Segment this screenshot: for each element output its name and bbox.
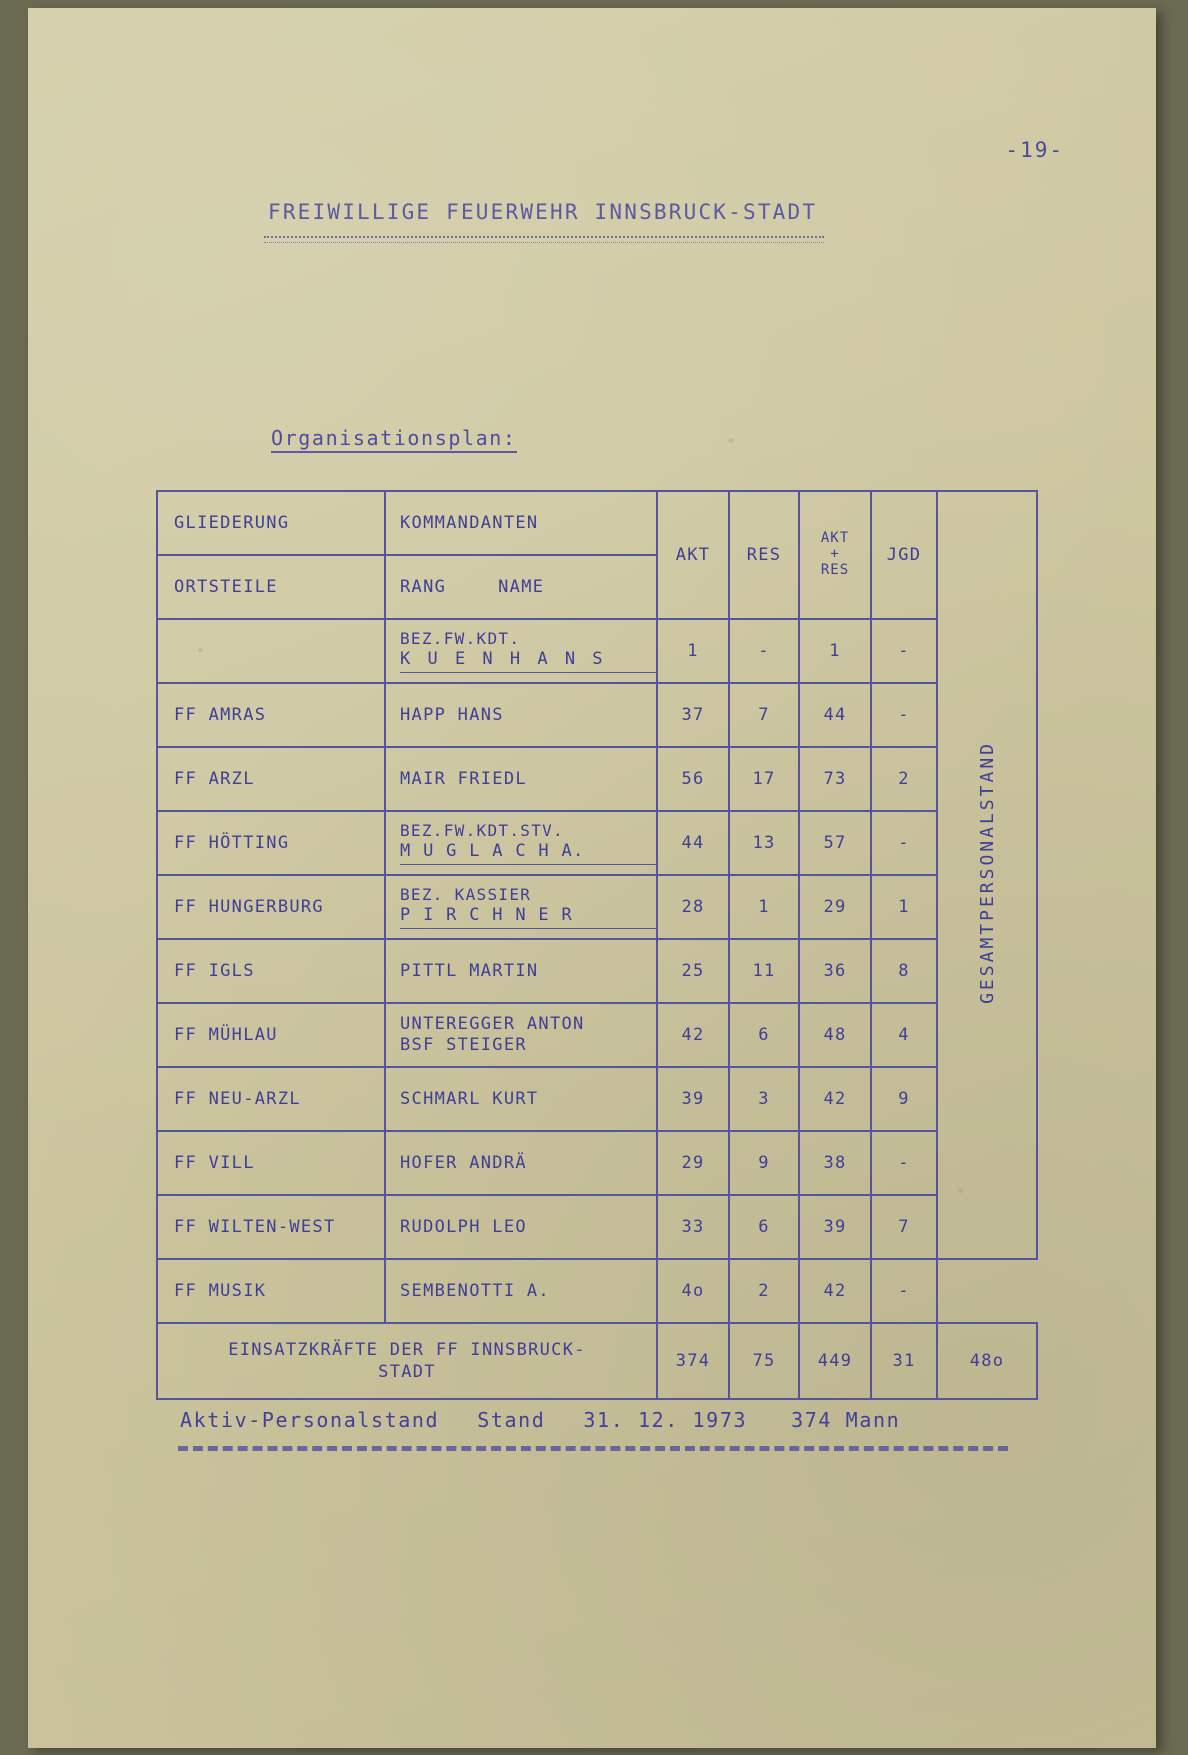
- row-gliederung: FF ARZL: [157, 747, 385, 811]
- row-kommandant: SEMBENOTTI A.: [385, 1259, 657, 1323]
- row-res: 7: [729, 683, 799, 747]
- row-akt: 4o: [657, 1259, 729, 1323]
- row-gliederung: [157, 619, 385, 683]
- row-gliederung: FF VILL: [157, 1131, 385, 1195]
- page-title: FREIWILLIGE FEUERWEHR INNSBRUCK-STADT: [268, 200, 818, 224]
- row-gliederung: FF NEU-ARZL: [157, 1067, 385, 1131]
- row-akt: 56: [657, 747, 729, 811]
- row-res: 1: [729, 875, 799, 939]
- row-kommandant: SCHMARL KURT: [385, 1067, 657, 1131]
- row-akt: 42: [657, 1003, 729, 1067]
- row-gliederung: FF IGLS: [157, 939, 385, 1003]
- table-row: [157, 811, 1037, 875]
- row-kommandant: [385, 1003, 657, 1067]
- header-akt: AKT: [657, 491, 729, 619]
- row-akt-res: 48: [799, 1003, 871, 1067]
- document-page: [28, 8, 1156, 1748]
- row-jgd: -: [871, 1131, 937, 1195]
- row-name: BSF STEIGER: [400, 1035, 527, 1055]
- row-kommandant: HAPP HANS: [385, 683, 657, 747]
- paper-speck: [728, 438, 734, 443]
- header-plus-line: +: [830, 546, 840, 563]
- row-kommandant: RUDOLPH LEO: [385, 1195, 657, 1259]
- row-res: -: [729, 619, 799, 683]
- row-kommandant: PITTL MARTIN: [385, 939, 657, 1003]
- table-row: [157, 1003, 1037, 1067]
- row-kommandant: [385, 875, 657, 939]
- row-akt: 44: [657, 811, 729, 875]
- row-akt-res: 29: [799, 875, 871, 939]
- row-jgd: -: [871, 1259, 937, 1323]
- footer-date: 31. 12. 1973: [583, 1408, 748, 1432]
- row-akt: 1: [657, 619, 729, 683]
- row-jgd: -: [871, 683, 937, 747]
- row-rang: BEZ.FW.KDT.: [400, 629, 521, 649]
- table-header-row-1: [157, 491, 1037, 555]
- row-akt: 29: [657, 1131, 729, 1195]
- row-akt-res: 57: [799, 811, 871, 875]
- table-row: [157, 1259, 1037, 1323]
- footer-divider: [178, 1446, 1008, 1457]
- total-label-line2: STADT: [378, 1362, 436, 1382]
- header-rang-name: [385, 555, 657, 619]
- row-res: 9: [729, 1131, 799, 1195]
- row-name: K U E N H A N S: [400, 649, 656, 672]
- footer-total: 374 Mann: [791, 1408, 901, 1432]
- header-gliederung: GLIEDERUNG: [157, 491, 385, 555]
- row-jgd: 9: [871, 1067, 937, 1131]
- row-res: 17: [729, 747, 799, 811]
- total-label: [157, 1323, 657, 1399]
- gesamtpersonalstand-label: GESAMTPERSONALSTAND: [976, 741, 998, 1004]
- row-akt-res: 42: [799, 1067, 871, 1131]
- table-row: [157, 1195, 1037, 1259]
- row-res: 2: [729, 1259, 799, 1323]
- row-akt-res: 38: [799, 1131, 871, 1195]
- row-kommandant: HOFER ANDRÄ: [385, 1131, 657, 1195]
- row-akt-res: 36: [799, 939, 871, 1003]
- row-jgd: 1: [871, 875, 937, 939]
- header-res-line: RES: [820, 561, 850, 578]
- row-akt-res: 73: [799, 747, 871, 811]
- row-kommandant: [385, 811, 657, 875]
- row-res: 3: [729, 1067, 799, 1131]
- row-gliederung: FF HUNGERBURG: [157, 875, 385, 939]
- row-akt: 39: [657, 1067, 729, 1131]
- row-gliederung: FF MÜHLAU: [157, 1003, 385, 1067]
- header-kommandanten: KOMMANDANTEN: [385, 491, 657, 555]
- row-res: 6: [729, 1195, 799, 1259]
- row-rang: BEZ.FW.KDT.STV.: [400, 821, 564, 841]
- table-row: [157, 875, 1037, 939]
- row-gliederung: FF WILTEN-WEST: [157, 1195, 385, 1259]
- footer-summary: [180, 1408, 900, 1432]
- table-row: [157, 1131, 1037, 1195]
- row-res: 11: [729, 939, 799, 1003]
- total-akt: 374: [657, 1323, 729, 1399]
- section-title: Organisationsplan:: [271, 426, 517, 453]
- row-kommandant: MAIR FRIEDL: [385, 747, 657, 811]
- row-akt: 25: [657, 939, 729, 1003]
- row-akt: 33: [657, 1195, 729, 1259]
- table-row: [157, 747, 1037, 811]
- table-row: [157, 619, 1037, 683]
- total-jgd: 31: [871, 1323, 937, 1399]
- page-number: -19-: [1005, 138, 1064, 162]
- header-akt-plus-res: [799, 491, 871, 619]
- footer-label: Aktiv-Personalstand: [180, 1408, 440, 1432]
- row-rang: UNTEREGGER ANTON: [400, 1013, 585, 1034]
- row-jgd: 2: [871, 747, 937, 811]
- table-total-row: [157, 1323, 1037, 1399]
- row-akt-res: 39: [799, 1195, 871, 1259]
- header-name: NAME: [498, 577, 545, 597]
- row-jgd: -: [871, 811, 937, 875]
- table-row: [157, 1067, 1037, 1131]
- row-akt-res: 1: [799, 619, 871, 683]
- table-row: [157, 683, 1037, 747]
- row-jgd: -: [871, 619, 937, 683]
- total-res: 75: [729, 1323, 799, 1399]
- row-gliederung: FF HÖTTING: [157, 811, 385, 875]
- total-gesamt: 48o: [937, 1323, 1037, 1399]
- total-label-line1: EINSATZKRÄFTE DER FF INNSBRUCK-: [228, 1339, 586, 1360]
- header-res: RES: [729, 491, 799, 619]
- organisationsplan-table: [156, 490, 1038, 1400]
- row-kommandant: [385, 619, 657, 683]
- row-akt: 28: [657, 875, 729, 939]
- row-akt: 37: [657, 683, 729, 747]
- row-name: P I R C H N E R: [400, 905, 656, 928]
- row-jgd: 8: [871, 939, 937, 1003]
- row-gliederung: FF MUSIK: [157, 1259, 385, 1323]
- header-jgd: JGD: [871, 491, 937, 619]
- total-akt-res: 449: [799, 1323, 871, 1399]
- row-jgd: 7: [871, 1195, 937, 1259]
- footer-stand-label: Stand: [477, 1408, 546, 1432]
- header-akt-line: AKT: [820, 530, 850, 547]
- row-akt-res: 42: [799, 1259, 871, 1323]
- title-divider: [264, 236, 824, 243]
- header-rang: RANG: [400, 577, 447, 597]
- header-gesamtpersonalstand: [937, 491, 1037, 1259]
- row-jgd: 4: [871, 1003, 937, 1067]
- row-res: 13: [729, 811, 799, 875]
- row-akt-res: 44: [799, 683, 871, 747]
- row-name: M U G L A C H A.: [400, 841, 656, 864]
- row-rang: BEZ. KASSIER: [400, 885, 532, 905]
- row-gliederung: FF AMRAS: [157, 683, 385, 747]
- table-row: [157, 939, 1037, 1003]
- header-ortsteile: ORTSTEILE: [157, 555, 385, 619]
- row-res: 6: [729, 1003, 799, 1067]
